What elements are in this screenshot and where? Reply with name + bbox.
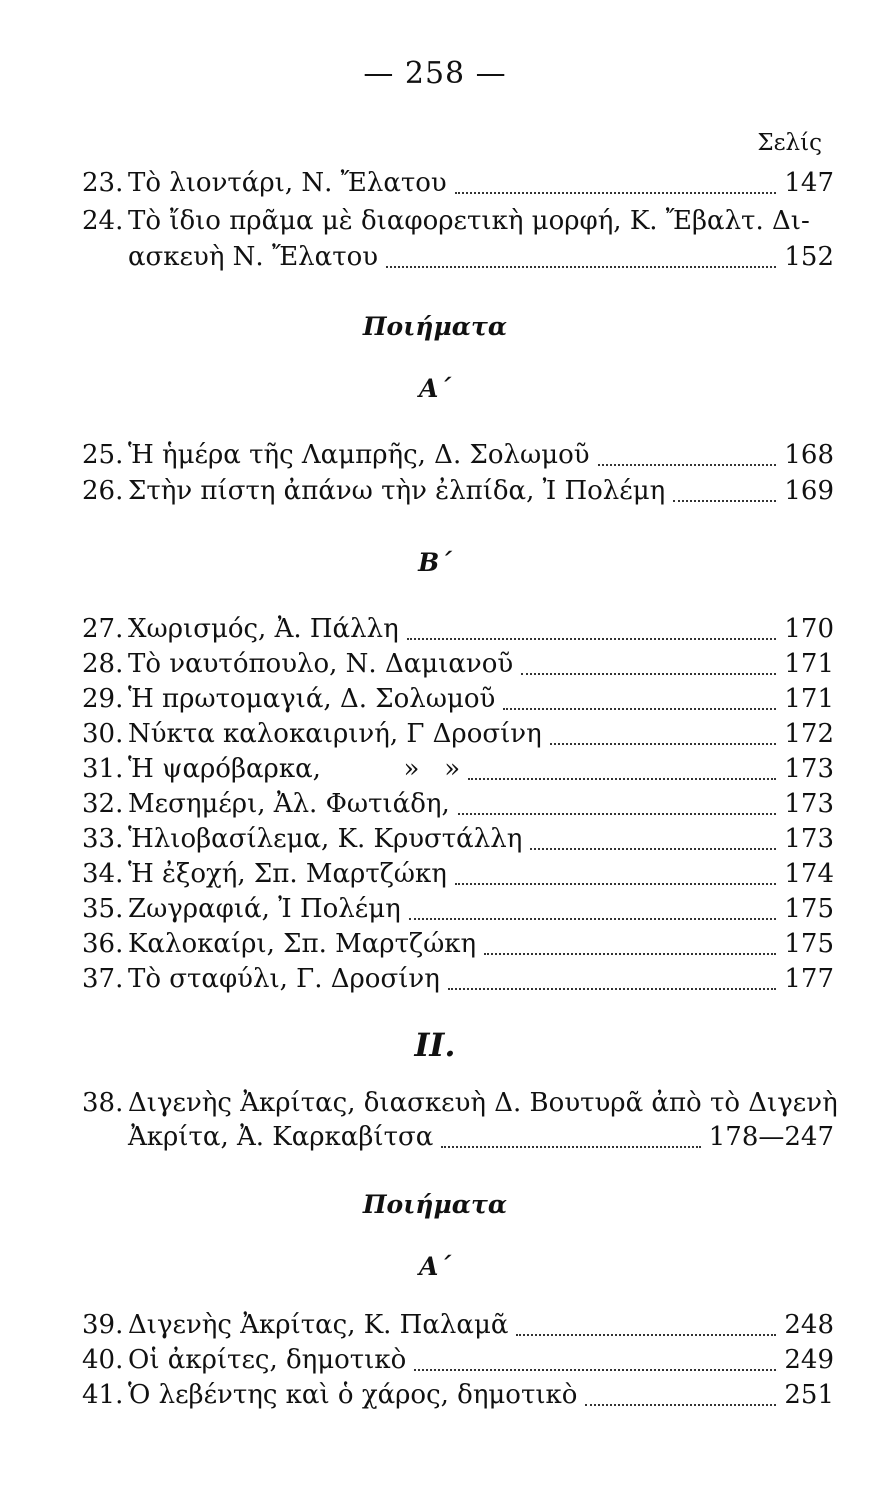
leader-dots [598,464,777,466]
entry-title: Τὸ σταφύλι, Γ. Δροσίνη [128,964,440,994]
toc-entry [82,824,834,858]
entry-title: Οἱ ἀκρίτες, δημοτικὸ [128,1345,407,1375]
entry-number: 33. [82,824,124,854]
leader-dots [521,673,776,675]
toc-entry [82,684,834,718]
entry-title: Τὸ ναυτόπουλο, Ν. Δαμιανοῦ [128,649,514,679]
entry-number: 28. [82,649,124,679]
entry-page: 171 [784,649,834,679]
entry-number: 23. [82,168,124,198]
entry-page: 177 [784,964,834,994]
leader-dots [468,778,776,780]
entry-title: Στὴν πίστη ἀπάνω τὴν ἐλπίδα, Ἰ Πολέμη [128,476,666,506]
entry-number: 26. [82,476,124,506]
entry-number: 34. [82,859,124,889]
entry-title: Ὁ λεβέντης καὶ ὁ χάρος, δημοτικὸ [128,1380,578,1410]
entry-page: 175 [784,894,834,924]
entry-number: 35. [82,894,124,924]
entry-page: 171 [784,684,834,714]
page-number: — 258 — [363,56,507,91]
entry-title: Καλοκαίρι, Σπ. Μαρτζώκη [128,929,477,959]
entry-title: Ζωγραφιά, Ἰ Πολέμη [128,894,401,924]
entry-page: 178—247 [708,1122,834,1152]
entry-number: 29. [82,684,124,714]
entry-page: 172 [784,719,834,749]
entry-title: Τὸ ἴδιο πρᾶμα μὲ διαφορετικὴ μορφή, Κ. Ἔβαλτ. Δι- [128,206,810,236]
entry-page: 173 [784,789,834,819]
leader-dots [458,813,777,815]
entry-title: Ἡ ψαρόβαρκα, » » [128,754,461,784]
entry-number: 38. [82,1088,124,1118]
toc-entry [82,859,834,893]
toc-entry [82,649,834,683]
toc-entry [82,719,834,753]
toc-entry [82,1345,834,1379]
entry-page: 175 [784,929,834,959]
entry-title: Χωρισμός, Ἀ. Πάλλη [128,614,399,644]
section-heading-poems: Ποιήματα [362,312,508,341]
entry-number: 40. [82,1345,124,1375]
toc-entry [82,1380,834,1414]
entry-title: Ἡ ἡμέρα τῆς Λαμπρῆς, Δ. Σολωμοῦ [128,440,590,470]
leader-dots [455,192,777,194]
toc-entry [82,929,834,963]
subsection-heading-b: Β΄ [418,548,452,577]
leader-dots [516,1334,776,1336]
entry-title: ασκευὴ Ν. Ἔλατου [128,242,379,272]
entry-number: 32. [82,789,124,819]
entry-title: Τὸ λιοντάρι, Ν. Ἔλατου [128,168,447,198]
entry-page: 251 [784,1380,834,1410]
entry-title: Ἡ πρωτομαγιά, Δ. Σολωμοῦ [128,684,496,714]
leader-dots [455,883,777,885]
leader-dots [409,918,777,920]
leader-dots [503,708,776,710]
entry-title: Ἀκρίτα, Ἀ. Καρκαβίτσα [128,1122,434,1152]
leader-dots [448,988,777,990]
entry-title: Νύκτα καλοκαιρινή, Γ Δροσίνη [128,719,542,749]
entry-title: Διγενὴς Ἀκρίτας, διασκευὴ Δ. Βουτυρᾶ ἀπὸ τὸ Διγενὴ [128,1088,838,1118]
entry-number: 27. [82,614,124,644]
leader-dots [386,266,776,268]
entry-title: Ἡλιοβασίλεμα, Κ. Κρυστάλλη [128,824,523,854]
toc-entry-continuation [128,242,834,276]
entry-page: 147 [784,168,834,198]
toc-entry [82,789,834,823]
toc-entry [82,894,834,928]
leader-dots [673,500,776,502]
section-heading-poems: Ποιήματα [362,1190,508,1219]
entry-page: 152 [784,242,834,272]
leader-dots [407,638,777,640]
entry-page: 174 [784,859,834,889]
leader-dots [530,848,776,850]
leader-dots [441,1146,700,1148]
leader-dots [414,1369,776,1371]
leader-dots [484,953,776,955]
entry-number: 25. [82,440,124,470]
toc-entry [82,1310,834,1344]
subsection-heading-a: Α΄ [419,374,451,403]
entry-number: 31. [82,754,124,784]
toc-entry [82,614,834,648]
subsection-heading-a: Α΄ [419,1252,451,1281]
toc-entry [82,1088,838,1122]
entry-number: 30. [82,719,124,749]
toc-entry [82,964,834,998]
entry-number: 41. [82,1380,124,1410]
leader-dots [550,743,777,745]
entry-page: 249 [784,1345,834,1375]
entry-page: 173 [784,824,834,854]
toc-entry [82,440,834,474]
toc-entry [82,476,834,510]
entry-title: Ἡ ἐξοχή, Σπ. Μαρτζώκη [128,859,447,889]
toc-entry-continuation [128,1122,834,1156]
entry-number: 39. [82,1310,124,1340]
entry-number: 37. [82,964,124,994]
toc-entry [82,206,834,240]
entry-title: Διγενὴς Ἀκρίτας, Κ. Παλαμᾶ [128,1310,509,1340]
leader-dots [585,1404,776,1406]
entry-page: 248 [784,1310,834,1340]
entry-page: 168 [784,440,834,470]
toc-entry [82,754,834,788]
entry-number: 24. [82,206,124,236]
entry-number: 36. [82,929,124,959]
toc-entry [82,168,834,202]
entry-title: Μεσημέρι, Ἀλ. Φωτιάδη, [128,789,450,819]
entry-page: 170 [784,614,834,644]
entry-page: 173 [784,754,834,784]
entry-page: 169 [784,476,834,506]
page-column-header: Σελίς [757,130,822,156]
part-heading-ii: ΙΙ. [414,1026,456,1064]
